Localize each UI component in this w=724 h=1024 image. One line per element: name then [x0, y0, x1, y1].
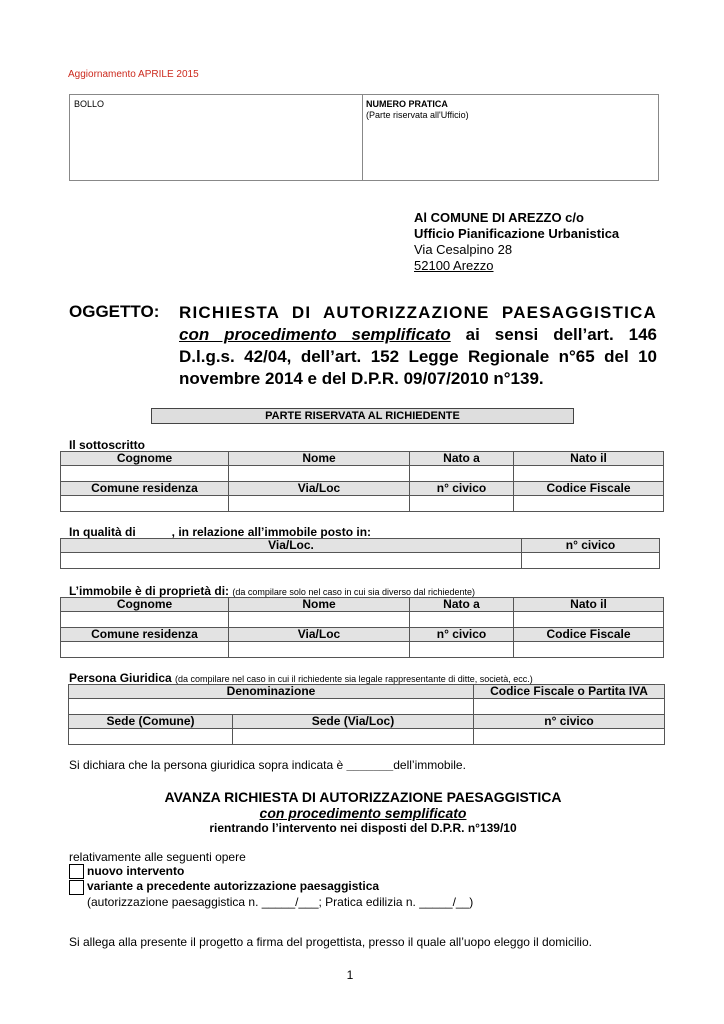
col-via-loc: Via/Loc	[229, 628, 410, 642]
prop-via-field[interactable]	[229, 642, 410, 658]
nuovo-intervento-checkbox[interactable]	[69, 864, 84, 879]
sottoscritto-table	[60, 451, 664, 512]
prop-nato-a-field[interactable]	[410, 612, 514, 628]
col-nato-il: Nato il	[514, 452, 664, 466]
proprieta-label: L’immobile è di proprietà di:	[69, 584, 230, 598]
col-nome: Nome	[229, 598, 410, 612]
dichiara-text-b: dell’immobile.	[393, 758, 466, 772]
immobile-via-field[interactable]	[61, 553, 522, 569]
giuridica-label: Persona Giuridica	[69, 671, 172, 685]
subject-label: OGGETTO:	[69, 302, 160, 321]
prop-nato-il-field[interactable]	[514, 612, 664, 628]
qualita-table	[60, 538, 660, 569]
giuridica-label-line	[69, 671, 533, 685]
page-number: 1	[346, 968, 354, 982]
subject-line2: ai sensi dell’art. 146	[450, 325, 657, 344]
col-via-loc: Via/Loc	[229, 482, 410, 496]
avanza-line2: con procedimento semplificato	[259, 805, 467, 821]
qualita-label	[69, 525, 371, 539]
opt2-label: variante a precedente autorizzazione paesaggistica	[87, 879, 380, 894]
update-note: Aggiornamento APRILE 2015	[68, 69, 199, 80]
variante-checkbox[interactable]	[69, 880, 84, 895]
office-box-divider	[362, 95, 363, 180]
col-nato-a: Nato a	[410, 452, 514, 466]
immobile-civico-field[interactable]	[522, 553, 660, 569]
col-codice-fiscale: Codice Fiscale	[514, 628, 664, 642]
subject-line1: RICHIESTA DI AUTORIZZAZIONE PAESAGGISTICA	[179, 303, 657, 322]
dichiara-blank[interactable]: _______	[346, 758, 394, 772]
via-loc-field[interactable]	[229, 496, 410, 512]
denominazione-field[interactable]	[69, 699, 474, 715]
recipient-line1: Al COMUNE DI AREZZO c/o	[414, 210, 584, 225]
allega-text: Si allega alla presente il progetto a firma del progettista, presso il quale all’uopo eleggo il domicilio.	[69, 935, 592, 949]
col-civico: n° civico	[522, 539, 660, 553]
recipient-line2: Ufficio Pianificazione Urbanistica	[414, 226, 620, 241]
recipient-line4: 52100 Arezzo	[414, 258, 494, 273]
proprieta-label-line	[69, 584, 475, 598]
giuridica-note: (da compilare nel caso in cui il richiedente sia legale rappresentante di ditte, società, ecc.)	[175, 674, 533, 684]
prop-civico-field[interactable]	[410, 642, 514, 658]
col-via-loc: Via/Loc.	[61, 539, 522, 553]
subject-line4: novembre 2014 e del D.P.R. 09/07/2010 n°139.	[179, 369, 544, 388]
cf-piva-field[interactable]	[474, 699, 665, 715]
nato-a-field[interactable]	[410, 466, 514, 482]
cognome-field[interactable]	[61, 466, 229, 482]
avanza-line3: rientrando l’intervento nei disposti del D.P.R. n°139/10	[209, 821, 517, 835]
col-nato-a: Nato a	[410, 598, 514, 612]
sede-comune-field[interactable]	[69, 729, 233, 745]
col-nato-il: Nato il	[514, 598, 664, 612]
col-cf-piva: Codice Fiscale o Partita IVA	[474, 685, 665, 699]
subject-line3: D.l.g.s. 42/04, dell’art. 152 Legge Regionale n°65 del 10	[179, 347, 657, 366]
sottoscritto-label: Il sottoscritto	[69, 438, 146, 452]
opere-intro: relativamente alle seguenti opere	[69, 850, 246, 864]
prop-comune-field[interactable]	[61, 642, 229, 658]
opt1-label: nuovo intervento	[87, 864, 185, 878]
col-cognome: Cognome	[61, 598, 229, 612]
proprieta-table	[60, 597, 664, 658]
opt2-detail: (autorizzazione paesaggistica n. _____/___; Pratica edilizia n. _____/__)	[87, 894, 474, 909]
numero-pratica-label: NUMERO PRATICA	[366, 99, 448, 109]
prop-cf-field[interactable]	[514, 642, 664, 658]
bollo-label: BOLLO	[74, 99, 105, 109]
dichiara-text-a: Si dichiara che la persona giuridica sopra indicata è	[69, 758, 347, 772]
codice-fiscale-field[interactable]	[514, 496, 664, 512]
avanza-block	[69, 789, 657, 836]
sede-via-field[interactable]	[233, 729, 474, 745]
col-nome: Nome	[229, 452, 410, 466]
recipient-block	[414, 210, 619, 274]
civico-field[interactable]	[410, 496, 514, 512]
office-box	[69, 94, 659, 181]
subject-text	[179, 302, 657, 390]
col-sede-comune: Sede (Comune)	[69, 715, 233, 729]
recipient-line3: Via Cesalpino 28	[414, 242, 513, 257]
qualita-label-b: , in relazione all’immobile posto in:	[171, 525, 372, 539]
sede-civico-field[interactable]	[474, 729, 665, 745]
proprieta-note: (da compilare solo nel caso in cui sia diverso dal richiedente)	[232, 587, 475, 597]
opere-block	[69, 850, 473, 909]
qualita-label-a: In qualità di	[69, 525, 136, 539]
col-civico: n° civico	[474, 715, 665, 729]
col-denominazione: Denominazione	[69, 685, 474, 699]
col-sede-via: Sede (Via/Loc)	[233, 715, 474, 729]
dichiara-line	[69, 758, 466, 772]
parte-riservata-label: (Parte riservata all'Ufficio)	[366, 110, 469, 120]
col-civico: n° civico	[410, 628, 514, 642]
prop-nome-field[interactable]	[229, 612, 410, 628]
col-comune-residenza: Comune residenza	[61, 482, 229, 496]
col-comune-residenza: Comune residenza	[61, 628, 229, 642]
comune-residenza-field[interactable]	[61, 496, 229, 512]
col-cognome: Cognome	[61, 452, 229, 466]
nome-field[interactable]	[229, 466, 410, 482]
subject-em: con procedimento semplificato	[179, 325, 451, 344]
avanza-line1: AVANZA RICHIESTA DI AUTORIZZAZIONE PAESAGGISTICA	[164, 789, 562, 805]
nato-il-field[interactable]	[514, 466, 664, 482]
reserved-header: PARTE RISERVATA AL RICHIEDENTE	[151, 408, 574, 424]
giuridica-table	[68, 684, 665, 745]
prop-cognome-field[interactable]	[61, 612, 229, 628]
col-codice-fiscale: Codice Fiscale	[514, 482, 664, 496]
col-civico: n° civico	[410, 482, 514, 496]
